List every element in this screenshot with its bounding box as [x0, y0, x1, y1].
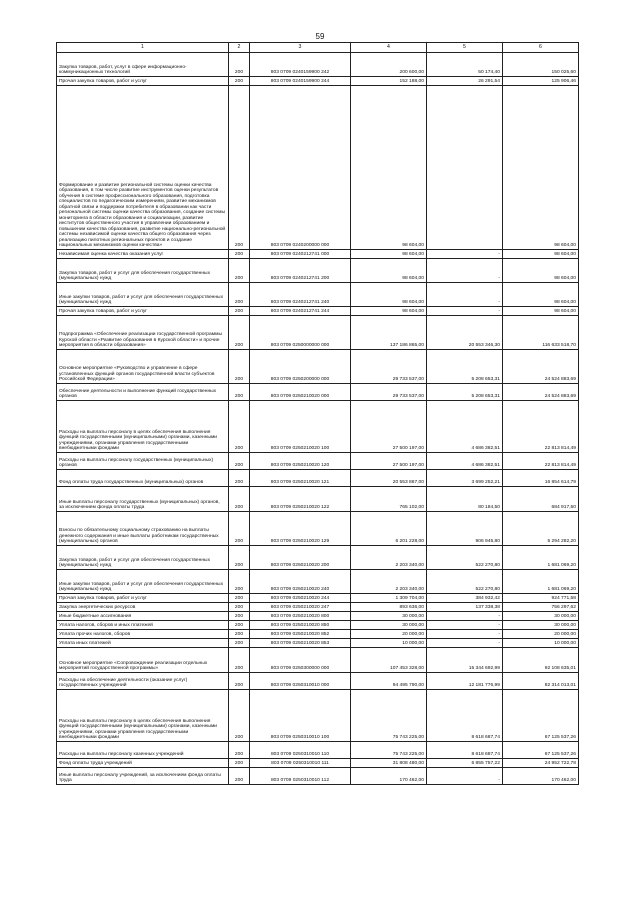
table-row: [57, 690, 579, 742]
row-remaining-amount: 1 681 069,20: [503, 546, 579, 570]
table-row: [57, 673, 579, 690]
row-executed-amount: 20 553 346,30: [427, 316, 503, 350]
row-name: Уплата налогов, сборов и иных платежей: [57, 621, 229, 630]
row-name: Фонд оплаты труда государственных (муниципальных) органов: [57, 470, 229, 487]
row-approved-amount: 98 604,00: [351, 283, 427, 307]
row-approved-amount: 10 000,00: [351, 639, 427, 648]
row-admin-code: 200: [229, 453, 250, 470]
row-name: Прочая закупка товаров, работ и услуг: [57, 77, 229, 86]
row-name: Подпрограмма «Обеспечение реализации государственной программы Курской области «Развитие образования в Курской области» и прочие мероприятия в области образования»: [57, 316, 229, 350]
table-row: [57, 401, 579, 453]
row-approved-amount: 765 102,00: [351, 487, 427, 512]
table-row: [57, 77, 579, 86]
row-admin-code: 200: [229, 594, 250, 603]
row-executed-amount: 4 686 382,51: [427, 453, 503, 470]
row-approved-amount: 30 000,00: [351, 621, 427, 630]
row-budget-code: 803 0709 0250210020 000: [250, 384, 351, 401]
row-approved-amount: 98 604,00: [351, 86, 427, 250]
row-admin-code: 200: [229, 673, 250, 690]
row-name: Уплата иных платежей: [57, 639, 229, 648]
row-admin-code: 200: [229, 283, 250, 307]
row-admin-code: 200: [229, 630, 250, 639]
table-row: [57, 453, 579, 470]
row-approved-amount: 2 203 340,00: [351, 546, 427, 570]
row-name: Независимая оценка качества оказания услуг: [57, 250, 229, 259]
column-header-5: 5: [427, 43, 503, 53]
row-name: Закупка товаров, работ и услуг для обеспечения государственных (муниципальных) нужд: [57, 259, 229, 283]
table-row: [57, 759, 579, 768]
row-executed-amount: [427, 86, 503, 250]
row-budget-code: 803 0709 0250210020 853: [250, 639, 351, 648]
row-approved-amount: 107 453 328,00: [351, 648, 427, 673]
table-row: [57, 594, 579, 603]
row-approved-amount: 75 743 225,00: [351, 742, 427, 759]
row-remaining-amount: 684 917,50: [503, 487, 579, 512]
table-row: [57, 316, 579, 350]
row-executed-amount: -: [427, 639, 503, 648]
row-admin-code: 200: [229, 470, 250, 487]
table-row: [57, 487, 579, 512]
row-name: Фонд оплаты труда учреждений: [57, 759, 229, 768]
row-budget-code: 803 0709 0240159900 244: [250, 77, 351, 86]
table-row: [57, 86, 579, 250]
row-name: Иные выплаты персоналу учреждений, за исключением фонда оплаты труда: [57, 768, 229, 785]
row-name: Расходы на выплаты персоналу государственных (муниципальных) органов: [57, 453, 229, 470]
row-name: Прочая закупка товаров, работ и услуг: [57, 594, 229, 603]
table-row: [57, 639, 579, 648]
table-row: [57, 470, 579, 487]
row-approved-amount: 20 553 867,00: [351, 470, 427, 487]
row-approved-amount: 6 201 228,00: [351, 512, 427, 546]
row-budget-code: 803 0709 0250210020 121: [250, 470, 351, 487]
row-executed-amount: 26 291,54: [427, 77, 503, 86]
row-remaining-amount: 16 854 614,79: [503, 470, 579, 487]
row-name: Иные бюджетные ассигнования: [57, 612, 229, 621]
row-admin-code: 200: [229, 570, 250, 594]
row-remaining-amount: 125 906,46: [503, 77, 579, 86]
row-budget-code: 803 0709 0250000000 000: [250, 316, 351, 350]
row-remaining-amount: 98 604,00: [503, 250, 579, 259]
row-approved-amount: 27 500 197,00: [351, 401, 427, 453]
table-row: [57, 621, 579, 630]
row-budget-code: 803 0709 0250210020 120: [250, 453, 351, 470]
row-executed-amount: 3 699 252,21: [427, 470, 503, 487]
row-admin-code: 200: [229, 307, 250, 316]
table-row: [57, 546, 579, 570]
row-name: Обеспечение деятельности и выполнение функций государственных органов: [57, 384, 229, 401]
row-name: Основное мероприятие «Сопровождение реализации отдельных мероприятий государственной программы»: [57, 648, 229, 673]
row-executed-amount: 5 208 653,31: [427, 384, 503, 401]
table-row: [57, 250, 579, 259]
row-name: Закупка товаров, работ, услуг в сфере информационно-коммуникационных технологий: [57, 53, 229, 77]
row-executed-amount: -: [427, 259, 503, 283]
row-remaining-amount: 22 813 814,49: [503, 401, 579, 453]
row-approved-amount: 137 186 865,00: [351, 316, 427, 350]
row-remaining-amount: 98 604,00: [503, 259, 579, 283]
table-body: [57, 53, 579, 785]
row-admin-code: 200: [229, 742, 250, 759]
row-executed-amount: -: [427, 621, 503, 630]
row-remaining-amount: 98 604,00: [503, 86, 579, 250]
row-approved-amount: 30 000,00: [351, 612, 427, 621]
row-budget-code: 803 0709 0240159900 242: [250, 53, 351, 77]
row-name: Прочая закупка товаров, работ и услуг: [57, 307, 229, 316]
row-remaining-amount: 30 000,00: [503, 612, 579, 621]
row-approved-amount: 1 309 704,00: [351, 594, 427, 603]
row-admin-code: 200: [229, 316, 250, 350]
row-name: Иные закупки товаров, работ и услуг для обеспечения государственных (муниципальных) нужд: [57, 283, 229, 307]
row-approved-amount: 98 604,00: [351, 250, 427, 259]
row-name: Формирование и развитие региональной системы оценки качества образования, в том числе развитие инструментов оценки результатов обучения в системе профессионального образования, подготовка специалистов по педагогическим измерениям, развитие механизмов обратной связи и поддержки потребителя в образовании как части региональной системы оценки качества образования, создание системы мониторинга в области образования и социализации, развитие институтов общественного участия в управлении образованием и повышении качества образования, развитие национально-региональной системы независимой оценки качества общего образования через реализацию пилотных региональных проектов и создание национальных механизмов оценки качества»: [57, 86, 229, 250]
row-name: Расходы на выплаты персоналу в целях обеспечения выполнения функций государственными (муниципальными) органами, казенными учреждениями, органами управления государственными внебюджетными фондами: [57, 401, 229, 453]
row-budget-code: 803 0709 0250310010 000: [250, 673, 351, 690]
table-row: [57, 612, 579, 621]
row-admin-code: 200: [229, 768, 250, 785]
row-remaining-amount: 67 125 537,26: [503, 690, 579, 742]
table-row: [57, 742, 579, 759]
row-approved-amount: 893 636,00: [351, 603, 427, 612]
row-budget-code: 803 0709 0250210020 122: [250, 487, 351, 512]
row-executed-amount: 137 338,38: [427, 603, 503, 612]
row-budget-code: 803 0709 0250210020 800: [250, 612, 351, 621]
table-row: [57, 350, 579, 384]
row-approved-amount: 31 808 480,00: [351, 759, 427, 768]
row-executed-amount: -: [427, 250, 503, 259]
row-budget-code: 803 0709 0250210020 200: [250, 546, 351, 570]
row-remaining-amount: 924 771,58: [503, 594, 579, 603]
row-budget-code: 803 0709 0250310010 100: [250, 690, 351, 742]
row-executed-amount: 50 174,40: [427, 53, 503, 77]
row-budget-code: 803 0709 0250210020 244: [250, 594, 351, 603]
row-budget-code: 803 0709 0250210020 240: [250, 570, 351, 594]
row-budget-code: 803 0709 0250210020 850: [250, 621, 351, 630]
row-executed-amount: 12 181 776,99: [427, 673, 503, 690]
row-approved-amount: 94 495 790,00: [351, 673, 427, 690]
row-executed-amount: -: [427, 307, 503, 316]
row-budget-code: 803 0709 0250310010 110: [250, 742, 351, 759]
row-remaining-amount: 170 462,00: [503, 768, 579, 785]
row-admin-code: 200: [229, 259, 250, 283]
row-admin-code: 200: [229, 350, 250, 384]
row-admin-code: 200: [229, 77, 250, 86]
row-budget-code: 803 0709 0240212741 200: [250, 259, 351, 283]
row-approved-amount: 2 203 340,00: [351, 570, 427, 594]
row-admin-code: 200: [229, 250, 250, 259]
row-remaining-amount: 24 524 883,69: [503, 350, 579, 384]
row-budget-code: 803 0709 0240212741 000: [250, 250, 351, 259]
row-name: Основное мероприятие «Руководство и управление в сфере установленных функций органов государственной власти субъектов Российской Федерации»: [57, 350, 229, 384]
column-header-2: 2: [229, 43, 250, 53]
row-budget-code: 803 0709 0250210020 129: [250, 512, 351, 546]
row-name: Иные выплаты персоналу государственных (муниципальных) органов, за исключением фонда оплаты труда: [57, 487, 229, 512]
row-executed-amount: 522 270,80: [427, 546, 503, 570]
row-approved-amount: 27 500 197,00: [351, 453, 427, 470]
column-header-1: 1: [57, 43, 229, 53]
page-number: 59: [315, 32, 325, 41]
row-name: Расходы на выплаты персоналу в целях обеспечения выполнения функций государственными (муниципальными) органами, казенными учреждениями, органами управления государственными внебюджетными фондами: [57, 690, 229, 742]
row-name: Иные закупки товаров, работ и услуг для обеспечения государственных (муниципальных) нужд: [57, 570, 229, 594]
row-executed-amount: -: [427, 283, 503, 307]
table-row: [57, 570, 579, 594]
table-row: [57, 53, 579, 77]
row-executed-amount: 384 932,42: [427, 594, 503, 603]
row-remaining-amount: 24 952 722,78: [503, 759, 579, 768]
row-approved-amount: 20 000,00: [351, 630, 427, 639]
row-remaining-amount: 20 000,00: [503, 630, 579, 639]
row-admin-code: 200: [229, 86, 250, 250]
row-admin-code: 200: [229, 487, 250, 512]
table-row: [57, 384, 579, 401]
row-admin-code: 200: [229, 648, 250, 673]
row-approved-amount: 98 604,00: [351, 307, 427, 316]
column-header-4: 4: [351, 43, 427, 53]
row-remaining-amount: 30 000,00: [503, 621, 579, 630]
row-remaining-amount: 116 633 518,70: [503, 316, 579, 350]
row-remaining-amount: 10 000,00: [503, 639, 579, 648]
row-executed-amount: -: [427, 630, 503, 639]
row-admin-code: 200: [229, 639, 250, 648]
row-remaining-amount: 1 681 069,20: [503, 570, 579, 594]
table-row: [57, 307, 579, 316]
row-name: Взносы по обязательному социальному страхованию на выплаты денежного содержания и иные выплаты работникам государственных (муниципальных) органов: [57, 512, 229, 546]
column-header-6: 6: [503, 43, 579, 53]
row-budget-code: 803 0709 0240200000 000: [250, 86, 351, 250]
row-admin-code: 200: [229, 759, 250, 768]
table-row: [57, 768, 579, 785]
row-admin-code: 200: [229, 546, 250, 570]
row-admin-code: 200: [229, 603, 250, 612]
row-budget-code: 803 0709 0250210020 100: [250, 401, 351, 453]
row-approved-amount: 200 600,00: [351, 53, 427, 77]
row-executed-amount: 522 270,80: [427, 570, 503, 594]
row-admin-code: 200: [229, 690, 250, 742]
row-remaining-amount: 150 025,60: [503, 53, 579, 77]
row-remaining-amount: 67 125 537,26: [503, 742, 579, 759]
row-remaining-amount: 756 297,62: [503, 603, 579, 612]
table-row: [57, 603, 579, 612]
row-remaining-amount: 22 813 814,49: [503, 453, 579, 470]
table-row: [57, 630, 579, 639]
row-budget-code: 803 0709 0250300000 000: [250, 648, 351, 673]
row-approved-amount: 170 462,00: [351, 768, 427, 785]
row-name: Закупка энергетических ресурсов: [57, 603, 229, 612]
row-executed-amount: 5 208 653,31: [427, 350, 503, 384]
row-admin-code: 200: [229, 612, 250, 621]
row-remaining-amount: 98 604,00: [503, 307, 579, 316]
row-budget-code: 803 0709 0250310010 111: [250, 759, 351, 768]
row-executed-amount: 4 686 382,51: [427, 401, 503, 453]
row-approved-amount: 75 743 225,00: [351, 690, 427, 742]
row-budget-code: 803 0709 0250200000 000: [250, 350, 351, 384]
row-executed-amount: 6 855 757,22: [427, 759, 503, 768]
row-budget-code: 803 0709 0250210020 247: [250, 603, 351, 612]
row-admin-code: 200: [229, 53, 250, 77]
row-approved-amount: 29 733 537,00: [351, 384, 427, 401]
row-executed-amount: -: [427, 612, 503, 621]
row-remaining-amount: 92 108 635,01: [503, 648, 579, 673]
row-remaining-amount: 98 604,00: [503, 283, 579, 307]
row-executed-amount: 80 184,50: [427, 487, 503, 512]
row-admin-code: 200: [229, 512, 250, 546]
header-row: [57, 43, 579, 53]
table-row: [57, 283, 579, 307]
row-approved-amount: 98 604,00: [351, 259, 427, 283]
row-executed-amount: 906 945,80: [427, 512, 503, 546]
row-budget-code: 803 0709 0240212741 240: [250, 283, 351, 307]
row-admin-code: 200: [229, 384, 250, 401]
column-header-3: 3: [250, 43, 351, 53]
row-remaining-amount: 5 294 282,20: [503, 512, 579, 546]
table-row: [57, 512, 579, 546]
row-admin-code: 200: [229, 621, 250, 630]
row-remaining-amount: 24 524 883,69: [503, 384, 579, 401]
row-approved-amount: 29 733 537,00: [351, 350, 427, 384]
table-row: [57, 648, 579, 673]
row-budget-code: 803 0709 0240212741 244: [250, 307, 351, 316]
row-name: Расходы на выплаты персоналу казенных учреждений: [57, 742, 229, 759]
row-executed-amount: 8 618 687,74: [427, 690, 503, 742]
row-executed-amount: -: [427, 768, 503, 785]
table-row: [57, 259, 579, 283]
row-remaining-amount: 82 314 013,01: [503, 673, 579, 690]
row-name: Расходы на обеспечение деятельности (оказание услуг) государственных учреждений: [57, 673, 229, 690]
row-budget-code: 803 0709 0250310010 112: [250, 768, 351, 785]
row-budget-code: 803 0709 0250210020 852: [250, 630, 351, 639]
row-approved-amount: 152 188,00: [351, 77, 427, 86]
row-name: Уплата прочих налогов, сборов: [57, 630, 229, 639]
row-admin-code: 200: [229, 401, 250, 453]
row-executed-amount: 15 344 692,99: [427, 648, 503, 673]
row-name: Закупка товаров, работ и услуг для обеспечения государственных (муниципальных) нужд: [57, 546, 229, 570]
budget-table: [56, 42, 579, 785]
row-executed-amount: 8 618 687,74: [427, 742, 503, 759]
